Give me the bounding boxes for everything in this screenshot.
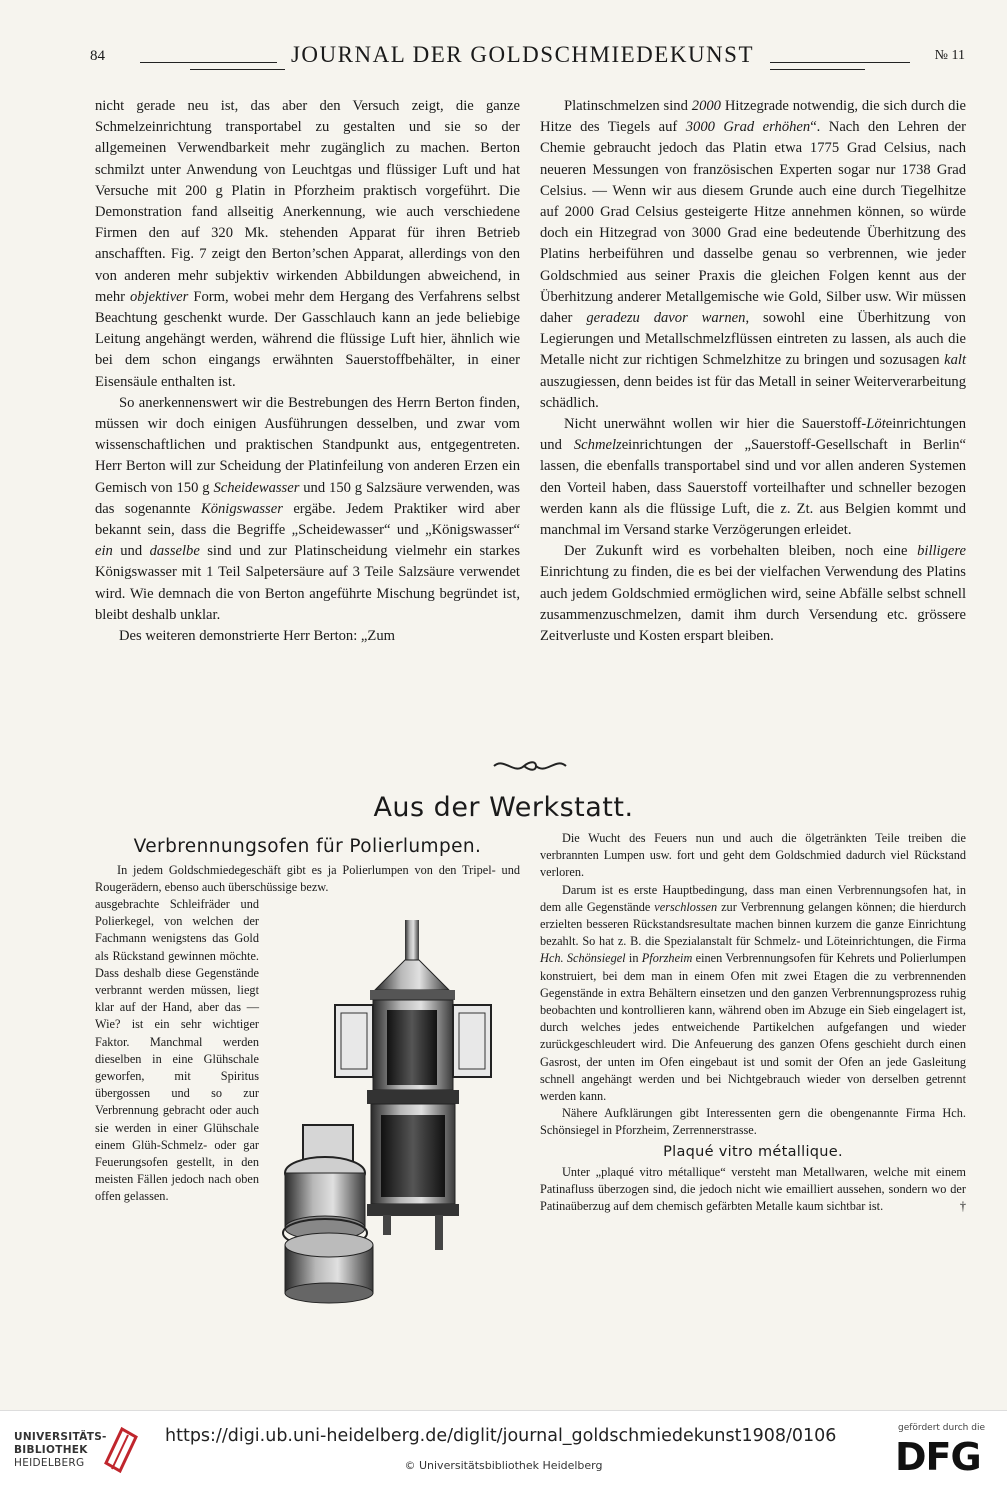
paragraph: Der Zukunft wird es vorbehalten bleiben, noch eine billigere Einrichtung zu finden, die es bei der vielfachen Verwendung des Platins auch jedem Goldschmied ermöglichen wird, seine Abfälle selbst schnell zusammenzuschmelzen, damit ihm durch Versendung etc. grössere Zeitverluste und Kosten erspart bleiben. [540,543,966,645]
source-url[interactable]: https://digi.ub.uni-heidelberg.de/diglit/journal_goldschmiedekunst1908/0106 [165,1426,837,1446]
paragraph: Darum ist es erste Hauptbedingung, dass man einen Verbrennungsofen hat, in dem alle Gegenstände verschlossen zur Verbrennung gelangen können; die hierdurch erzielten besseren Rückstandsresultate machen binnen kurzem die ganze Einrichtung bezahlt. So hat z. B. die Spezialanstalt für Schmelz- und Löteinrichtungen, die Firma Hch. Schönsiegel in Pforzheim einen Verbrennungsofen für Kehrets und Polierlumpen konstruiert, bei dem man in einem Ofen mit zwei Etagen die zu verbrennenden Gegenstände in extra Behältern einsetzen und den ganzen Verbrennungsprozess ruhig beobachten und kontrollieren kann, während oben im Abzuge ein Sieb eingelagert ist, durch welches jedes entweichende Partikelchen aufgefangen und wieder zurückgeschleudert wird. Die Anfeuerung des ganzen Ofens geschieht durch einen Gasrost, der unten im Ofen eingebaut ist und somit der Ofen an jede Gasleitung schnell angehängt werden und bei Nichtgebrauch wieder von derselben getrennt werden kann. [540,882,966,1104]
copyright: © Universitätsbibliothek Heidelberg [404,1459,603,1472]
issue-number: № 11 [934,48,965,63]
ornament-divider [490,757,570,778]
article-subtitle-2: Plaqué vitro métallique. [663,1143,843,1160]
furnace-illustration [275,915,520,1305]
plaque-text: Unter „plaqué vitro métallique“ versteht man Metallwaren, welche mit einem Patinafluss überzogen sind, die jedoch nicht wie emailliert aussehen, sondern wo der Patinaüberzug auf dem chemisch gefärbten Metalle kaum sichtbar ist. † [540,1164,966,1216]
paragraph: Die Wucht des Feuers nun und auch die ölgetränkten Teile treiben die verbrannten Lumpen usw. fort und geht dem Goldschmied dadurch viel Rückstand verloren. [540,831,966,880]
article-column-left [95,96,520,647]
section-title: Aus der Werkstatt. [373,792,634,823]
library-name: UNIVERSITÄTS- BIBLIOTHEK HEIDELBERG [14,1431,107,1469]
funded-by: gefördert durch die [898,1423,985,1433]
journal-title: JOURNAL DER GOLDSCHMIEDEKUNST [80,42,965,68]
paragraph: So anerkennenswert wir die Bestrebungen des Herrn Berton finden, müssen wir doch einigen Ausführungen desselben, und zwar vom wissenschaftlichen und praktischen Standpunkt aus, entgegentreten. Herr Berton will zur Scheidung der Platinfeilung von anderen Erzen ein Gemisch von 150 g Scheidewasser und 150 g Salzsäure verwenden, was das sogenannte Königswasser ergäbe. Jedem Praktiker wird aber bekannt sein, dass die Begriffe „Scheidewasser“ und „Königswasser“ ein und dasselbe sind und zur Platinscheidung vielmehr ein starkes Königswasser mit 1 Teil Salpetersäure auf 3 Teile Salzsäure verwendet wird. Wie demnach die von Berton angeführte Mischung begründet ist, bleibt deshalb unklar. [95,394,521,623]
paragraph: Nicht unerwähnt wollen wir hier die Sauerstoff-Löteinrichtungen und Schmelzeinrichtungen der „Sauerstoff-Gesellschaft in Berlin“ lassen, die ebenfalls transportabel sind und vor allen anderen Systemen den Vorteil haben, dass Sauerstoff vorteilhafter und schneller bezogen werden kann als die flüssige Luft, die z. Zt. aus Belgien kommt und manchmal im Versand starke Verzögerungen erleidet. [540,416,966,539]
digitization-footer [0,1410,1007,1485]
running-header [80,42,965,72]
paragraph: Platinschmelzen sind 2000 Hitzegrade notwendig, die sich durch die Hitze des Tiegels auf 3000 Grad erhöhen“. Nach den Lehren der Chemie gebraucht jedoch das Platin etwa 1775 Grad Celsius, nach neueren Messungen von französischen Experten sogar nur 1738 Grad Celsius. — Wenn wir aus diesem Grunde auch eine durch Tiegelhitze auf 2000 Grad Celsius gesteigerte Hitze annehmen können, so würde doch ein Hitzegrad von 3000 Grad eine bedeutende Überhitzung des Platins herbeiführen und dasselbe genau so verbrennen, wie jeder Goldschmied aus seiner Praxis die gleichen Folgen kennt aus der Überhitzung anderer Metallgemische wie Gold, Silber usw. Wir müssen daher geradezu davor warnen, sowohl eine Überhitzung von Legierungen und Metallschmelzflüssen eintreten zu lassen, als auch die Metalle nicht zur richtigen Schmelzhitze zu bringen und sozusagen kalt auszugiessen, denn beides ist für das Metall in seiner Weiterverarbeitung schädlich. [540,98,966,411]
paragraph: Nähere Aufklärungen gibt Interessenten gern die obengenannte Firma Hch. Schönsiegel in Pforzheim, Zerrennerstrasse. [540,1106,966,1138]
paragraph: nicht gerade neu ist, das aber den Versuch zeigt, die ganze Schmelzeinrichtung transportabel zu gestalten und sie so der allgemeinen Verwendbarkeit mehr zugänglich zu machen. Berton schmilzt unter Anwendung von Leuchtgas und flüssiger Luft und hat Versuche mit 200 g Platin in Pforzheim praktisch vorgeführt. Die Demonstration fand allseitig Anerkennung, wie auch verschiedene Firmen den auf 320 Mk. stehenden Apparat für ihren Betrieb anschafften. Fig. 7 zeigt den Berton’schen Apparat, allerdings von den von anderen mehr subjektiv wirkenden Abbildungen abweichend, in mehr objektiver Form, wobei mehr dem Hergang des Verfahrens selbst Beachtung geschenkt wurde. Der Gasschlauch kann an jede beliebige Leitung angehängt werden, während die flüssige Luft hier, ähnlich wie bei dem schon eingangs erwähnten Sauerstoffbehälter, in einer Eisensäule enthalten ist. [95,98,520,390]
narrow-text: ausgebrachte Schleifräder und Polierkegel, von welchen der Fachmann wenigstens das Gold als Rückstand gewinnen möchte. Dass deshalb diese Gegenstände verbrannt werden müssen, liegt klar auf der Hand, aber das — Wie? ist ein sehr wichtiger Faktor. Manchmal werden dieselben in eine Glühschale geworfen, mit Spiritus übergossen und so zur Verbrennung gebracht oder auch sie werden in einer Glühschale einem Glüh-Schmelz- oder gar Feuerungsofen gestellt, in den meisten Fällen jedoch nach oben offen gelassen. [95,897,259,1204]
dfg-logo: DFG [895,1435,981,1479]
author-mark: † [959,1199,966,1214]
paragraph: Des weiteren demonstrierte Herr Berton: „Zum [119,628,395,645]
intro-text: In jedem Goldschmiedegeschäft gibt es ja Polierlumpen von den Tripel- und Rougerädern, ebenso auch überschüssige bezw. [95,863,520,895]
article-subtitle: Verbrennungsofen für Polierlumpen. [133,836,482,857]
right-small-column [540,830,966,1215]
page-number: 84 [90,48,105,64]
article-column-right [540,96,966,647]
